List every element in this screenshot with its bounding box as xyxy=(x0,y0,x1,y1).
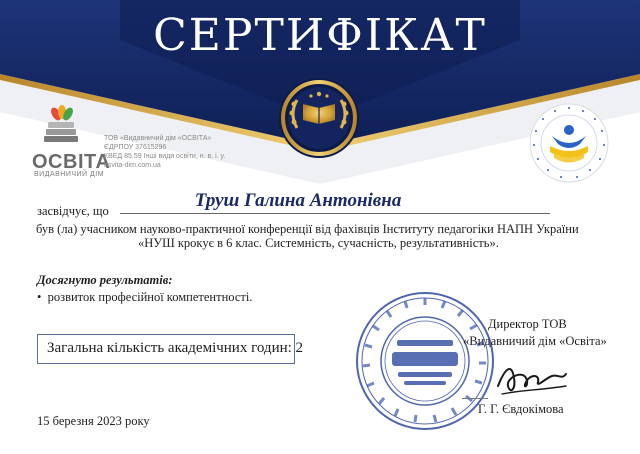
hours-text: Загальна кількість академічних годин: 2 xyxy=(47,340,304,356)
name-underline xyxy=(120,213,550,214)
participation-line-1: був (ла) учасником науково-практичної конференції від фахівців Інституту педагогіки НАПН України xyxy=(36,222,579,236)
participation-line-2: «НУШ крокує в 6 клас. Системність, сучасність, результативність». xyxy=(138,236,499,250)
seal-emblem xyxy=(279,78,359,158)
official-stamp xyxy=(352,288,498,434)
publisher-logo-icon xyxy=(40,104,84,152)
bullet-icon: • xyxy=(37,290,48,304)
publisher-logo-subtitle: ВИДАВНИЧИЙ ДІМ xyxy=(34,171,105,178)
signature-line xyxy=(462,398,488,399)
issue-date: 15 березня 2023 року xyxy=(37,414,150,428)
publisher-info-line: КВЕД 85.59 Інші види освіти, н. в. і. у. xyxy=(104,153,226,160)
results-list-item xyxy=(37,290,252,305)
result-text: розвиток професійної компетентності. xyxy=(47,290,253,304)
recipient-name: Труш Галина Антонівна xyxy=(194,190,402,211)
publisher-info-line: ЄДРПОУ 37615296 xyxy=(104,144,167,151)
certificate-title: СЕРТИФІКАТ xyxy=(153,10,487,61)
signatory-name: Г. Г. Євдокімова xyxy=(478,402,564,416)
publisher-info xyxy=(104,134,225,170)
signatory-position-line-1: Директор ТОВ xyxy=(488,317,567,331)
institute-logo-icon xyxy=(528,102,610,184)
publisher-logo-name: ОСВІТА xyxy=(32,151,111,173)
publisher-info-line: ТОВ «Видавничий дім «ОСВІТА» xyxy=(104,135,212,142)
publisher-info-line: osvita-dim.com.ua xyxy=(104,162,161,169)
certifies-label: засвідчує, що xyxy=(37,204,109,218)
signatory-position-line-2: «Видавничий дім «Освіта» xyxy=(463,334,607,348)
results-heading: Досягнуто результатів: xyxy=(37,273,173,287)
signature xyxy=(492,356,572,400)
